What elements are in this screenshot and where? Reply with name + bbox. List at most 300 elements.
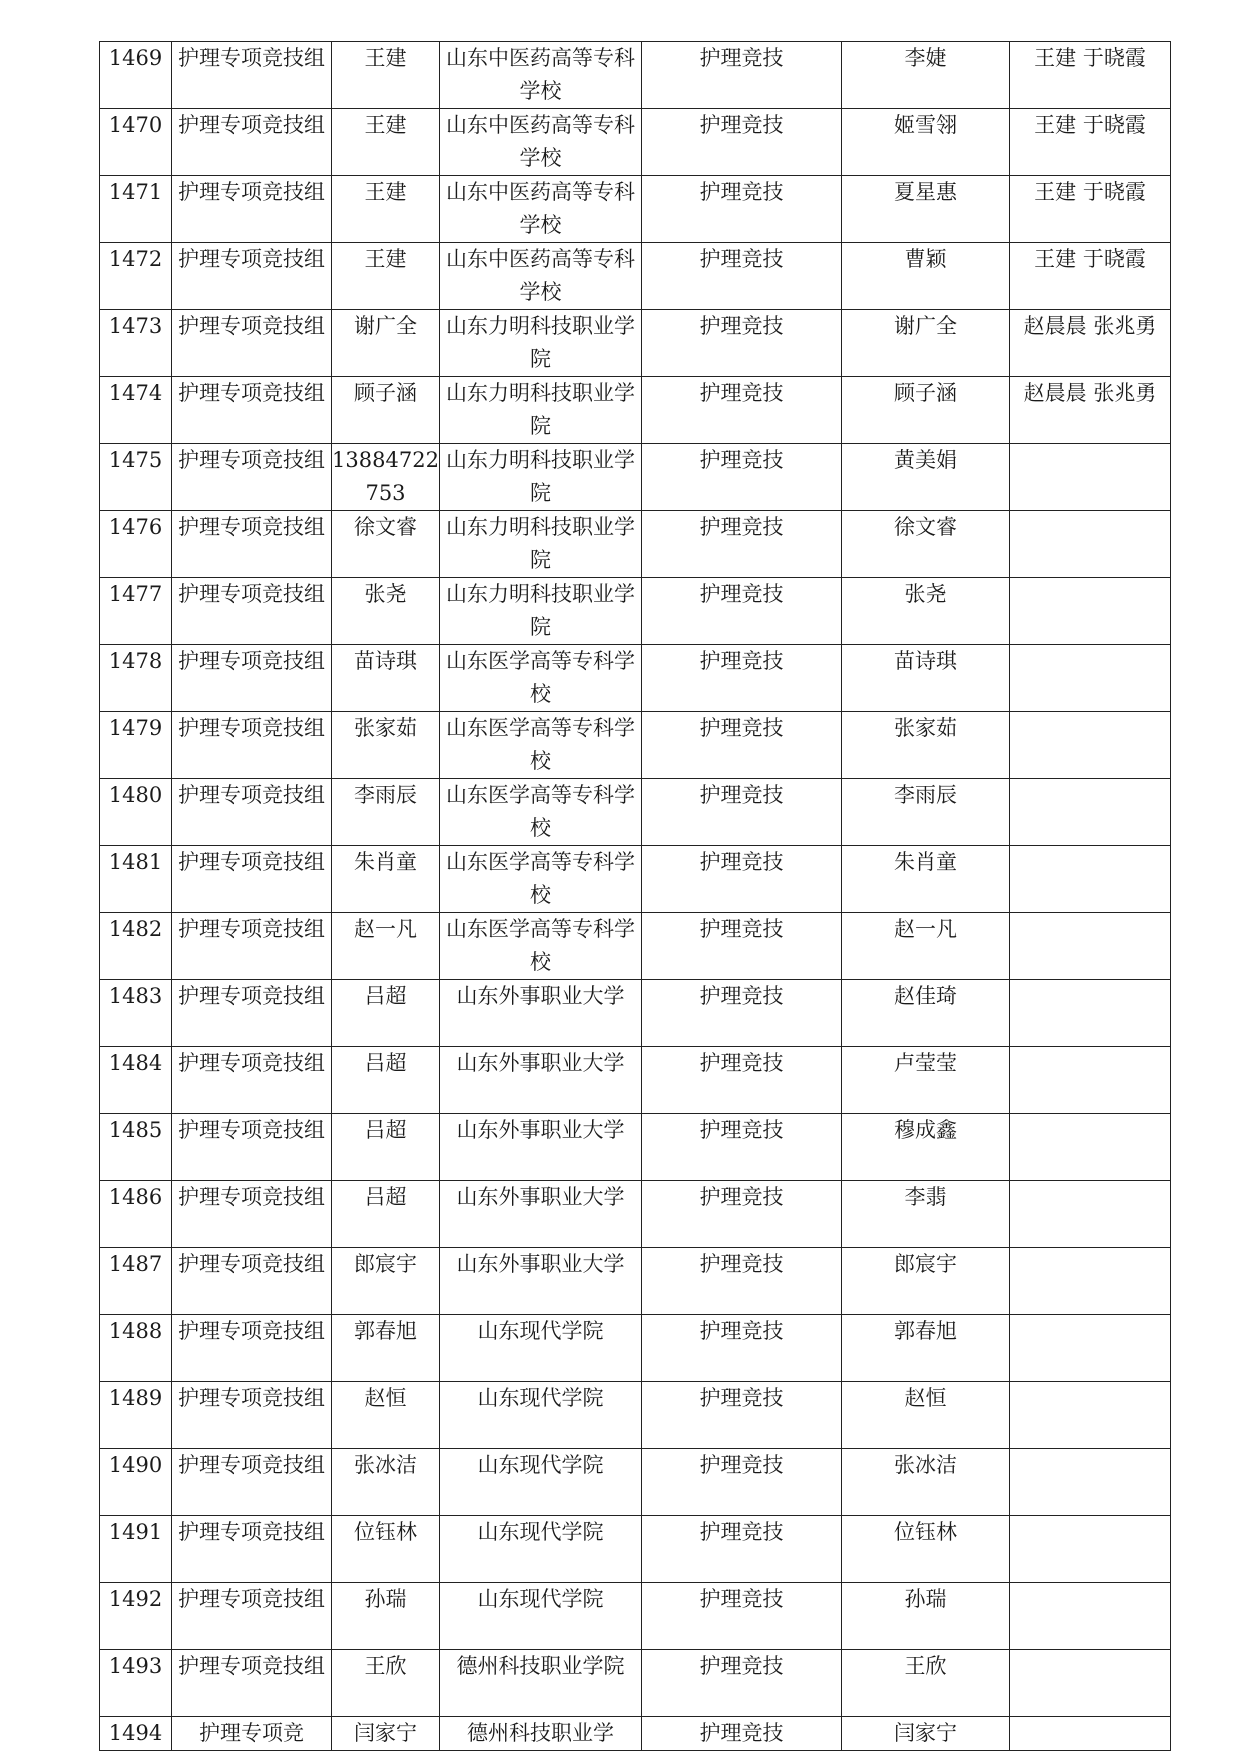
row-number-cell <box>100 578 172 645</box>
table-row <box>100 1248 1171 1315</box>
member-cell <box>842 913 1010 980</box>
member-cell-text: 郭春旭 <box>894 1319 957 1343</box>
row-number-cell <box>100 1650 172 1717</box>
row-number-cell-text: 1474 <box>108 381 163 405</box>
table-row <box>100 444 1171 511</box>
event-cell-text: 护理竞技 <box>699 1386 784 1410</box>
row-number-cell-text: 1477 <box>108 582 163 606</box>
group-cell <box>172 980 332 1047</box>
event-cell-text: 护理竞技 <box>699 1520 784 1544</box>
advisor-cell-text: 赵晨晨 张兆勇 <box>1023 381 1157 405</box>
group-cell-text: 护理专项竞技组 <box>178 783 325 807</box>
row-number-cell <box>100 779 172 846</box>
member-cell <box>842 1382 1010 1449</box>
advisor-cell <box>1010 1181 1171 1248</box>
team-cell-text: 吕超 <box>364 984 407 1008</box>
group-cell-text: 护理专项竞技组 <box>178 247 325 271</box>
row-number-cell-text: 1482 <box>108 917 163 941</box>
group-cell <box>172 1650 332 1717</box>
row-number-cell-text: 1478 <box>108 649 163 673</box>
member-cell-text: 李翡 <box>904 1185 947 1209</box>
group-cell <box>172 1717 332 1751</box>
row-number-cell-text: 1480 <box>108 783 163 807</box>
team-cell <box>332 1583 440 1650</box>
advisor-cell <box>1010 511 1171 578</box>
team-cell-text: 王建 <box>364 46 407 70</box>
group-cell-text: 护理专项竞技组 <box>178 1520 325 1544</box>
school-cell-text: 山东外事职业大学 <box>456 984 625 1008</box>
school-cell-text: 山东力明科技职业学院 <box>446 582 635 639</box>
team-cell-text: 王欣 <box>364 1654 407 1678</box>
member-cell <box>842 1315 1010 1382</box>
row-number-cell-text: 1476 <box>108 515 163 539</box>
member-cell <box>842 1516 1010 1583</box>
event-cell <box>642 109 842 176</box>
school-cell-text: 山东中医药高等专科学校 <box>446 113 635 170</box>
event-cell-text: 护理竞技 <box>699 1051 784 1075</box>
member-cell-text: 闫家宁 <box>894 1721 957 1745</box>
event-cell-text: 护理竞技 <box>699 1654 784 1678</box>
row-number-cell <box>100 444 172 511</box>
team-cell-text: 赵一凡 <box>354 917 417 941</box>
row-number-cell <box>100 1114 172 1181</box>
group-cell-text: 护理专项竞技组 <box>178 381 325 405</box>
member-cell-text: 徐文睿 <box>894 515 957 539</box>
event-cell-text: 护理竞技 <box>699 1453 784 1477</box>
row-number-cell-text: 1487 <box>108 1252 163 1276</box>
event-cell <box>642 511 842 578</box>
advisor-cell <box>1010 243 1171 310</box>
event-cell-text: 护理竞技 <box>699 381 784 405</box>
group-cell <box>172 1583 332 1650</box>
group-cell <box>172 913 332 980</box>
member-cell <box>842 377 1010 444</box>
member-cell <box>842 779 1010 846</box>
table-row <box>100 1315 1171 1382</box>
row-number-cell-text: 1470 <box>108 113 163 137</box>
group-cell-text: 护理专项竞 <box>199 1721 304 1745</box>
advisor-cell <box>1010 1047 1171 1114</box>
row-number-cell <box>100 1047 172 1114</box>
member-cell-text: 李婕 <box>904 46 947 70</box>
team-cell <box>332 1382 440 1449</box>
team-cell <box>332 1650 440 1717</box>
event-cell <box>642 42 842 109</box>
advisor-cell <box>1010 645 1171 712</box>
advisor-cell-text <box>1010 1315 1170 1381</box>
team-cell-text: 张尧 <box>364 582 407 606</box>
table-body <box>100 42 1171 1751</box>
event-cell-text: 护理竞技 <box>699 247 784 271</box>
school-cell <box>440 1449 642 1516</box>
row-number-cell-text: 1481 <box>108 850 163 874</box>
group-cell <box>172 42 332 109</box>
member-cell-text: 卢莹莹 <box>894 1051 957 1075</box>
school-cell <box>440 1248 642 1315</box>
event-cell <box>642 377 842 444</box>
table-row <box>100 578 1171 645</box>
group-cell-text: 护理专项竞技组 <box>178 649 325 673</box>
member-cell <box>842 1583 1010 1650</box>
row-number-cell <box>100 377 172 444</box>
member-cell-text: 王欣 <box>904 1654 947 1678</box>
group-cell <box>172 511 332 578</box>
team-cell <box>332 712 440 779</box>
group-cell-text: 护理专项竞技组 <box>178 1051 325 1075</box>
school-cell <box>440 1315 642 1382</box>
group-cell <box>172 1315 332 1382</box>
team-cell <box>332 1248 440 1315</box>
team-cell-text: 位钰林 <box>354 1520 417 1544</box>
school-cell <box>440 1516 642 1583</box>
school-cell-text: 山东外事职业大学 <box>456 1252 625 1276</box>
event-cell <box>642 1516 842 1583</box>
advisor-cell-text <box>1010 1382 1170 1448</box>
school-cell-text: 山东医学高等专科学校 <box>446 716 635 773</box>
member-cell-text: 郎宸宇 <box>894 1252 957 1276</box>
advisor-cell <box>1010 1382 1171 1449</box>
event-cell-text: 护理竞技 <box>699 582 784 606</box>
group-cell-text: 护理专项竞技组 <box>178 1252 325 1276</box>
advisor-cell-text <box>1010 913 1170 979</box>
advisor-cell-text <box>1010 846 1170 912</box>
team-cell <box>332 980 440 1047</box>
advisor-cell <box>1010 846 1171 913</box>
team-cell <box>332 42 440 109</box>
member-cell-text: 孙瑞 <box>904 1587 947 1611</box>
advisor-cell <box>1010 1717 1171 1751</box>
school-cell-text: 山东医学高等专科学校 <box>446 917 635 974</box>
event-cell-text: 护理竞技 <box>699 1721 784 1745</box>
event-cell <box>642 1248 842 1315</box>
team-cell-text: 孙瑞 <box>364 1587 407 1611</box>
school-cell-text: 山东外事职业大学 <box>456 1118 625 1142</box>
advisor-cell-text <box>1010 1449 1170 1515</box>
team-cell <box>332 310 440 377</box>
row-number-cell-text: 1486 <box>108 1185 163 1209</box>
event-cell <box>642 1047 842 1114</box>
school-cell <box>440 913 642 980</box>
advisor-cell-text: 赵晨晨 张兆勇 <box>1023 314 1157 338</box>
advisor-cell-text <box>1010 444 1170 510</box>
row-number-cell <box>100 243 172 310</box>
row-number-cell-text: 1490 <box>108 1453 163 1477</box>
team-cell <box>332 1315 440 1382</box>
table-row <box>100 1516 1171 1583</box>
row-number-cell-text: 1485 <box>108 1118 163 1142</box>
team-cell <box>332 511 440 578</box>
group-cell <box>172 779 332 846</box>
table-row <box>100 846 1171 913</box>
event-cell-text: 护理竞技 <box>699 46 784 70</box>
school-cell-text: 山东医学高等专科学校 <box>446 850 635 907</box>
member-cell-text: 谢广全 <box>894 314 957 338</box>
group-cell <box>172 444 332 511</box>
member-cell <box>842 846 1010 913</box>
results-table-container <box>99 41 1171 1751</box>
school-cell <box>440 1114 642 1181</box>
school-cell-text: 山东中医药高等专科学校 <box>446 247 635 304</box>
team-cell <box>332 1114 440 1181</box>
team-cell-text: 郎宸宇 <box>354 1252 417 1276</box>
member-cell-text: 黄美娟 <box>894 448 957 472</box>
team-cell <box>332 913 440 980</box>
team-cell <box>332 377 440 444</box>
event-cell <box>642 1114 842 1181</box>
advisor-cell <box>1010 377 1171 444</box>
event-cell <box>642 578 842 645</box>
school-cell <box>440 109 642 176</box>
table-row <box>100 511 1171 578</box>
group-cell-text: 护理专项竞技组 <box>178 716 325 740</box>
advisor-cell <box>1010 310 1171 377</box>
team-cell <box>332 109 440 176</box>
event-cell <box>642 1717 842 1751</box>
team-cell-text: 王建 <box>364 113 407 137</box>
table-row <box>100 176 1171 243</box>
group-cell <box>172 1181 332 1248</box>
group-cell <box>172 310 332 377</box>
team-cell-text: 谢广全 <box>354 314 417 338</box>
team-cell-text: 郭春旭 <box>354 1319 417 1343</box>
school-cell-text: 山东中医药高等专科学校 <box>446 46 635 103</box>
member-cell <box>842 645 1010 712</box>
row-number-cell-text: 1471 <box>108 180 163 204</box>
team-cell-text: 吕超 <box>364 1185 407 1209</box>
school-cell <box>440 779 642 846</box>
member-cell-text: 朱肖童 <box>894 850 957 874</box>
event-cell <box>642 913 842 980</box>
event-cell <box>642 980 842 1047</box>
event-cell-text: 护理竞技 <box>699 1319 784 1343</box>
team-cell <box>332 176 440 243</box>
table-row <box>100 42 1171 109</box>
member-cell-text: 顾子涵 <box>894 381 957 405</box>
school-cell <box>440 1382 642 1449</box>
group-cell <box>172 109 332 176</box>
table-row <box>100 109 1171 176</box>
group-cell-text: 护理专项竞技组 <box>178 113 325 137</box>
group-cell-text: 护理专项竞技组 <box>178 917 325 941</box>
school-cell <box>440 712 642 779</box>
table-row <box>100 310 1171 377</box>
advisor-cell <box>1010 1315 1171 1382</box>
team-cell <box>332 779 440 846</box>
team-cell-text: 李雨辰 <box>354 783 417 807</box>
advisor-cell <box>1010 980 1171 1047</box>
event-cell <box>642 243 842 310</box>
event-cell-text: 护理竞技 <box>699 180 784 204</box>
team-cell-text: 顾子涵 <box>354 381 417 405</box>
advisor-cell <box>1010 1449 1171 1516</box>
team-cell-text: 张家茹 <box>354 716 417 740</box>
group-cell <box>172 1248 332 1315</box>
table-row <box>100 1717 1171 1751</box>
event-cell <box>642 176 842 243</box>
event-cell-text: 护理竞技 <box>699 783 784 807</box>
team-cell-text: 吕超 <box>364 1118 407 1142</box>
advisor-cell-text <box>1010 1114 1170 1180</box>
team-cell-text: 苗诗琪 <box>354 649 417 673</box>
member-cell <box>842 310 1010 377</box>
member-cell-text: 张尧 <box>904 582 947 606</box>
team-cell <box>332 1047 440 1114</box>
table-row <box>100 645 1171 712</box>
event-cell <box>642 712 842 779</box>
group-cell-text: 护理专项竞技组 <box>178 1185 325 1209</box>
event-cell <box>642 645 842 712</box>
row-number-cell-text: 1494 <box>108 1721 163 1745</box>
member-cell <box>842 176 1010 243</box>
school-cell-text: 山东现代学院 <box>477 1386 604 1410</box>
member-cell-text: 李雨辰 <box>894 783 957 807</box>
group-cell <box>172 645 332 712</box>
advisor-cell <box>1010 1114 1171 1181</box>
member-cell-text: 赵恒 <box>904 1386 947 1410</box>
school-cell <box>440 1181 642 1248</box>
event-cell <box>642 846 842 913</box>
team-cell-text: 张冰洁 <box>354 1453 417 1477</box>
member-cell <box>842 109 1010 176</box>
group-cell-text: 护理专项竞技组 <box>178 1587 325 1611</box>
event-cell-text: 护理竞技 <box>699 1252 784 1276</box>
row-number-cell <box>100 176 172 243</box>
member-cell <box>842 712 1010 779</box>
team-cell-text: 赵恒 <box>364 1386 407 1410</box>
row-number-cell-text: 1493 <box>108 1654 163 1678</box>
row-number-cell <box>100 109 172 176</box>
event-cell <box>642 1583 842 1650</box>
row-number-cell <box>100 310 172 377</box>
event-cell <box>642 444 842 511</box>
advisor-cell <box>1010 1583 1171 1650</box>
event-cell-text: 护理竞技 <box>699 448 784 472</box>
group-cell <box>172 1114 332 1181</box>
row-number-cell-text: 1488 <box>108 1319 163 1343</box>
table-row <box>100 1650 1171 1717</box>
row-number-cell-text: 1492 <box>108 1587 163 1611</box>
school-cell-text: 山东中医药高等专科学校 <box>446 180 635 237</box>
group-cell <box>172 712 332 779</box>
group-cell-text: 护理专项竞技组 <box>178 1654 325 1678</box>
event-cell <box>642 1382 842 1449</box>
results-table <box>99 41 1171 1751</box>
event-cell-text: 护理竞技 <box>699 649 784 673</box>
row-number-cell <box>100 645 172 712</box>
row-number-cell-text: 1484 <box>108 1051 163 1075</box>
group-cell <box>172 1449 332 1516</box>
school-cell <box>440 1717 642 1751</box>
advisor-cell <box>1010 444 1171 511</box>
team-cell <box>332 1717 440 1751</box>
school-cell <box>440 243 642 310</box>
table-row <box>100 1449 1171 1516</box>
row-number-cell <box>100 1449 172 1516</box>
group-cell <box>172 377 332 444</box>
advisor-cell-text <box>1010 1047 1170 1113</box>
member-cell <box>842 1449 1010 1516</box>
row-number-cell <box>100 1583 172 1650</box>
member-cell <box>842 1717 1010 1751</box>
advisor-cell-text: 王建 于晓霞 <box>1034 180 1146 204</box>
group-cell-text: 护理专项竞技组 <box>178 515 325 539</box>
group-cell <box>172 243 332 310</box>
school-cell-text: 山东力明科技职业学院 <box>446 381 635 438</box>
event-cell-text: 护理竞技 <box>699 1587 784 1611</box>
team-cell-text: 王建 <box>364 247 407 271</box>
row-number-cell-text: 1475 <box>108 448 163 472</box>
advisor-cell-text <box>1010 578 1170 644</box>
school-cell-text: 山东现代学院 <box>477 1587 604 1611</box>
team-cell-text: 吕超 <box>364 1051 407 1075</box>
advisor-cell-text: 王建 于晓霞 <box>1034 113 1146 137</box>
school-cell-text: 山东医学高等专科学校 <box>446 649 635 706</box>
group-cell-text: 护理专项竞技组 <box>178 984 325 1008</box>
event-cell <box>642 779 842 846</box>
school-cell <box>440 1650 642 1717</box>
school-cell-text: 德州科技职业学 <box>467 1721 614 1745</box>
advisor-cell-text <box>1010 1717 1170 1750</box>
table-row <box>100 1047 1171 1114</box>
team-cell <box>332 1516 440 1583</box>
event-cell-text: 护理竞技 <box>699 314 784 338</box>
advisor-cell <box>1010 42 1171 109</box>
row-number-cell <box>100 1717 172 1751</box>
row-number-cell <box>100 42 172 109</box>
group-cell <box>172 1516 332 1583</box>
row-number-cell <box>100 1382 172 1449</box>
school-cell <box>440 578 642 645</box>
school-cell-text: 山东外事职业大学 <box>456 1051 625 1075</box>
group-cell-text: 护理专项竞技组 <box>178 46 325 70</box>
advisor-cell <box>1010 1248 1171 1315</box>
advisor-cell-text <box>1010 980 1170 1046</box>
group-cell-text: 护理专项竞技组 <box>178 1386 325 1410</box>
row-number-cell <box>100 846 172 913</box>
table-row <box>100 1114 1171 1181</box>
member-cell-text: 夏星惠 <box>894 180 957 204</box>
member-cell <box>842 578 1010 645</box>
advisor-cell <box>1010 578 1171 645</box>
event-cell-text: 护理竞技 <box>699 1118 784 1142</box>
event-cell-text: 护理竞技 <box>699 716 784 740</box>
advisor-cell-text: 王建 于晓霞 <box>1034 46 1146 70</box>
event-cell <box>642 310 842 377</box>
event-cell <box>642 1650 842 1717</box>
team-cell <box>332 1449 440 1516</box>
event-cell-text: 护理竞技 <box>699 515 784 539</box>
group-cell <box>172 1047 332 1114</box>
school-cell-text: 山东外事职业大学 <box>456 1185 625 1209</box>
team-cell <box>332 578 440 645</box>
row-number-cell-text: 1472 <box>108 247 163 271</box>
advisor-cell-text: 王建 于晓霞 <box>1034 247 1146 271</box>
advisor-cell-text <box>1010 645 1170 711</box>
table-row <box>100 980 1171 1047</box>
row-number-cell-text: 1469 <box>108 46 163 70</box>
member-cell <box>842 511 1010 578</box>
team-cell <box>332 444 440 511</box>
school-cell <box>440 176 642 243</box>
school-cell-text: 山东现代学院 <box>477 1319 604 1343</box>
team-cell <box>332 1181 440 1248</box>
advisor-cell <box>1010 1650 1171 1717</box>
member-cell-text: 姬雪翎 <box>894 113 957 137</box>
row-number-cell-text: 1483 <box>108 984 163 1008</box>
table-row <box>100 1181 1171 1248</box>
school-cell <box>440 980 642 1047</box>
row-number-cell <box>100 511 172 578</box>
